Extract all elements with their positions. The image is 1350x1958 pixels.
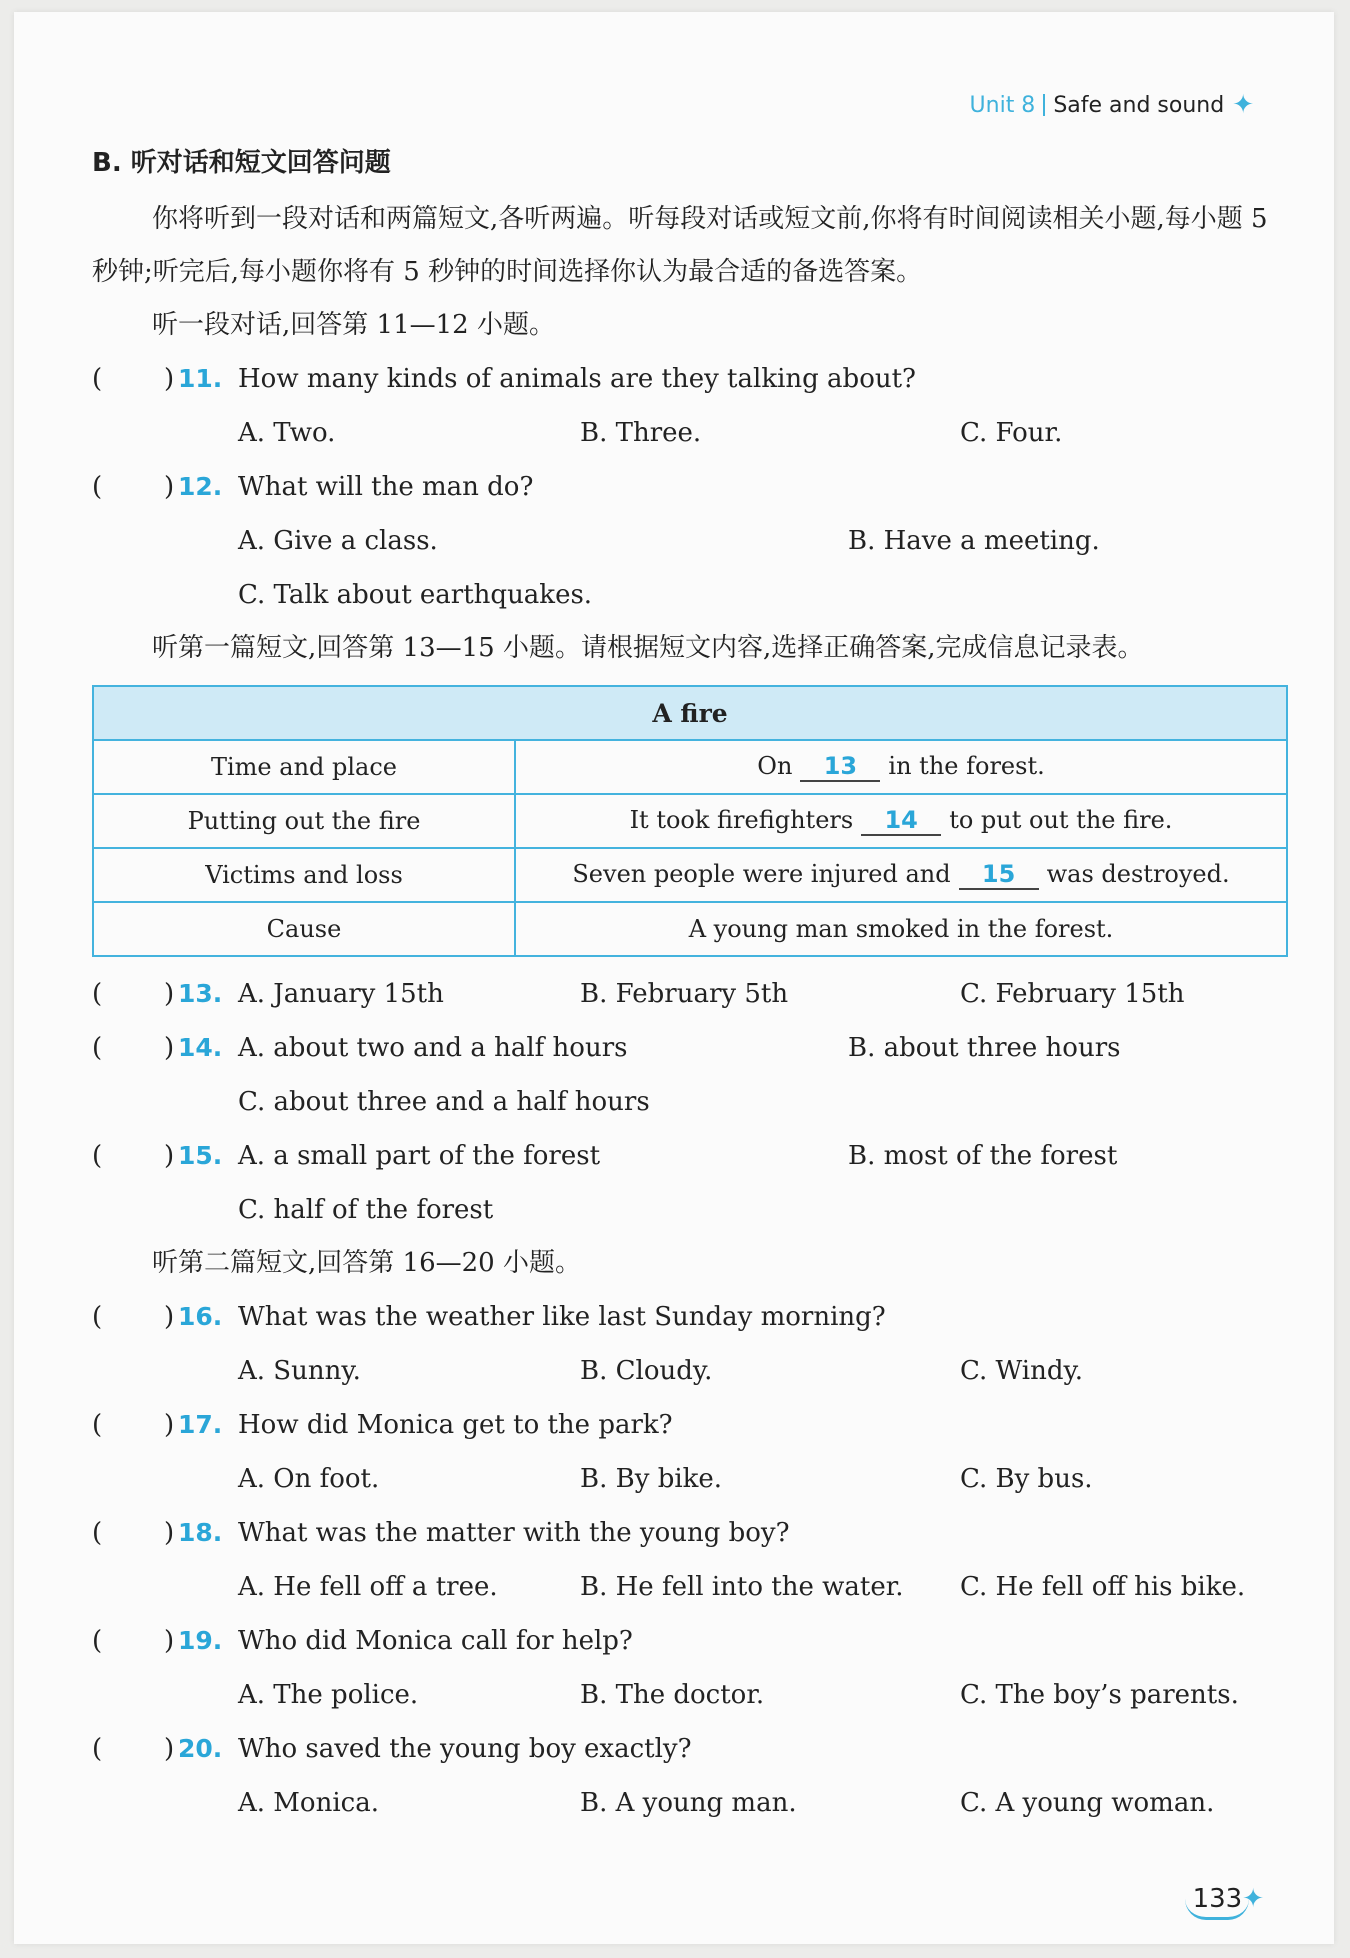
option-c[interactable]: C. He fell off his bike.	[960, 1572, 1246, 1602]
option-b[interactable]: B. most of the forest	[848, 1141, 1118, 1171]
option-b[interactable]: B. Cloudy.	[580, 1356, 713, 1386]
option-c[interactable]: C. Windy.	[960, 1356, 1083, 1386]
row-label: Victims and loss	[93, 848, 515, 902]
question-14	[92, 1021, 1282, 1075]
question-19	[92, 1614, 1282, 1668]
question-12	[92, 460, 1282, 514]
answer-paren-close: )	[164, 1141, 175, 1171]
answer-paren-open[interactable]: (	[92, 1734, 103, 1764]
options-19	[92, 1668, 1282, 1722]
answer-paren-open[interactable]: (	[92, 1302, 103, 1332]
row-content	[515, 848, 1287, 902]
page-number-text: 133	[1192, 1884, 1243, 1914]
answer-paren-close: )	[164, 1518, 175, 1548]
answer-paren-open[interactable]: (	[92, 1410, 103, 1440]
option-c[interactable]: C. about three and a half hours	[238, 1087, 650, 1117]
options-11	[92, 406, 1282, 460]
answer-paren-close: )	[164, 1302, 175, 1332]
row-label: Cause	[93, 902, 515, 956]
option-b[interactable]: B. Have a meeting.	[848, 526, 1100, 556]
question-text: Who saved the young boy exactly?	[238, 1734, 692, 1764]
exercise-content	[92, 142, 1282, 1830]
question-number: 11.	[178, 364, 223, 393]
option-c[interactable]: C. February 15th	[960, 979, 1185, 1009]
row-content: A young man smoked in the forest.	[515, 902, 1287, 956]
answer-paren-open[interactable]: (	[92, 364, 103, 394]
option-b[interactable]: B. By bike.	[580, 1464, 723, 1494]
question-number: 18.	[178, 1518, 223, 1547]
table-row	[93, 794, 1287, 848]
answer-paren-open[interactable]: (	[92, 979, 103, 1009]
row-label: Time and place	[93, 740, 515, 794]
table-title: A fire	[93, 686, 1287, 740]
question-18	[92, 1506, 1282, 1560]
row-text-pre: It took firefighters	[629, 806, 854, 834]
answer-paren-open[interactable]: (	[92, 472, 103, 502]
answer-paren-open[interactable]: (	[92, 1626, 103, 1656]
question-number: 19.	[178, 1626, 223, 1655]
question-number: 14.	[178, 1033, 223, 1062]
page-swoosh-icon	[1185, 1899, 1249, 1920]
question-20	[92, 1722, 1282, 1776]
options-14-row2	[92, 1075, 1282, 1129]
part3-instructions: 听第二篇短文,回答第 16—20 小题。	[152, 1248, 581, 1278]
question-text: Who did Monica call for help?	[238, 1626, 633, 1656]
answer-blank-15[interactable]: 15	[959, 860, 1039, 890]
page	[14, 12, 1334, 1944]
options-12-row1	[92, 514, 1282, 568]
option-c[interactable]: C. By bus.	[960, 1464, 1093, 1494]
answer-paren-open[interactable]: (	[92, 1033, 103, 1063]
options-16	[92, 1344, 1282, 1398]
answer-paren-close: )	[164, 1033, 175, 1063]
row-text-pre: On	[757, 752, 793, 780]
question-11	[92, 352, 1282, 406]
options-18	[92, 1560, 1282, 1614]
answer-paren-close: )	[164, 1410, 175, 1440]
question-15	[92, 1129, 1282, 1183]
option-a[interactable]: A. about two and a half hours	[238, 1033, 628, 1063]
question-text: What was the weather like last Sunday morning?	[238, 1302, 886, 1332]
option-c[interactable]: C. A young woman.	[960, 1788, 1215, 1818]
option-b[interactable]: B. about three hours	[848, 1033, 1121, 1063]
question-number: 12.	[178, 472, 223, 501]
option-b[interactable]: B. Three.	[580, 418, 702, 448]
table-row	[93, 848, 1287, 902]
sparkle-icon: ✦	[1232, 90, 1254, 120]
option-c[interactable]: C. half of the forest	[238, 1195, 494, 1225]
answer-blank-13[interactable]: 13	[800, 752, 880, 782]
question-17	[92, 1398, 1282, 1452]
part1-instructions: 听一段对话,回答第 11—12 小题。	[152, 310, 555, 340]
row-text-pre: Seven people were injured and	[572, 860, 951, 888]
sparkle-icon: ✦	[1242, 1884, 1264, 1914]
answer-paren-close: )	[164, 364, 175, 394]
answer-blank-14[interactable]: 14	[861, 806, 941, 836]
page-number	[1193, 1884, 1264, 1914]
option-a[interactable]: A. Give a class.	[238, 526, 438, 556]
option-a[interactable]: A. Sunny.	[238, 1356, 361, 1386]
options-12-row2	[92, 568, 1282, 622]
unit-title: Safe and sound	[1053, 92, 1225, 118]
option-a[interactable]: A. On foot.	[238, 1464, 380, 1494]
question-number: 15.	[178, 1141, 223, 1170]
option-a[interactable]: A. Monica.	[238, 1788, 379, 1818]
option-c[interactable]: C. Four.	[960, 418, 1063, 448]
question-text: How many kinds of animals are they talking about?	[238, 364, 916, 394]
row-text-post: was destroyed.	[1046, 860, 1230, 888]
row-text-post: to put out the fire.	[949, 806, 1173, 834]
answer-paren-close: )	[164, 1734, 175, 1764]
row-content	[515, 740, 1287, 794]
question-number: 17.	[178, 1410, 223, 1439]
answer-paren-close: )	[164, 1626, 175, 1656]
answer-paren-open[interactable]: (	[92, 1141, 103, 1171]
option-b[interactable]: B. February 5th	[580, 979, 789, 1009]
question-16	[92, 1290, 1282, 1344]
answer-paren-close: )	[164, 979, 175, 1009]
row-content	[515, 794, 1287, 848]
row-text-post: in the forest.	[888, 752, 1045, 780]
running-head	[970, 90, 1254, 120]
option-a[interactable]: A. January 15th	[238, 979, 444, 1009]
header-divider	[1043, 94, 1045, 116]
option-a[interactable]: A. The police.	[238, 1680, 419, 1710]
table-row	[93, 902, 1287, 956]
options-20	[92, 1776, 1282, 1830]
option-b[interactable]: B. A young man.	[580, 1788, 797, 1818]
question-number: 16.	[178, 1302, 223, 1331]
question-text: What will the man do?	[238, 472, 534, 502]
question-number: 13.	[178, 979, 223, 1008]
section-heading: B. 听对话和短文回答问题	[92, 148, 391, 178]
answer-paren-open[interactable]: (	[92, 1518, 103, 1548]
question-13	[92, 967, 1282, 1021]
table-row	[93, 740, 1287, 794]
answer-paren-close: )	[164, 472, 175, 502]
fire-info-table	[92, 685, 1288, 957]
question-text: How did Monica get to the park?	[238, 1410, 673, 1440]
question-text: What was the matter with the young boy?	[238, 1518, 790, 1548]
part2-instructions: 听第一篇短文,回答第 13—15 小题。请根据短文内容,选择正确答案,完成信息记录表。	[152, 633, 1144, 663]
option-c[interactable]: C. The boy’s parents.	[960, 1680, 1239, 1710]
row-label: Putting out the fire	[93, 794, 515, 848]
options-15-row2	[92, 1183, 1282, 1237]
option-a[interactable]: A. Two.	[238, 418, 336, 448]
option-c[interactable]: C. Talk about earthquakes.	[238, 580, 593, 610]
question-number: 20.	[178, 1734, 223, 1763]
option-b[interactable]: B. He fell into the water.	[580, 1572, 904, 1602]
section-instructions: 你将听到一段对话和两篇短文,各听两遍。听每段对话或短文前,你将有时间阅读相关小题,每小题 5 秒钟;听完后,每小题你将有 5 秒钟的时间选择你认为最合适的备选答案。	[92, 204, 1268, 287]
option-a[interactable]: A. a small part of the forest	[238, 1141, 601, 1171]
option-b[interactable]: B. The doctor.	[580, 1680, 765, 1710]
unit-label: Unit 8	[969, 92, 1036, 118]
options-17	[92, 1452, 1282, 1506]
option-a[interactable]: A. He fell off a tree.	[238, 1572, 498, 1602]
